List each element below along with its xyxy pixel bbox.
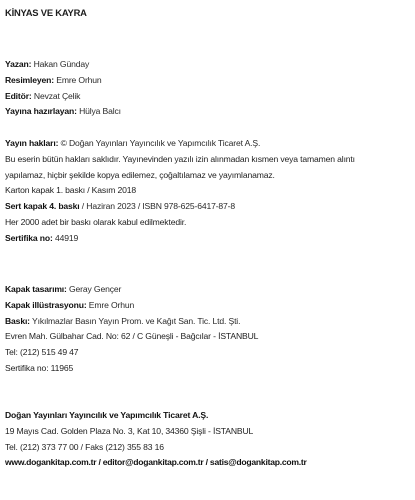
credit-editor: [5, 89, 411, 105]
print-note: Her 2000 adet bir baskı olarak kabul edilmektedir.: [5, 216, 187, 227]
credit-label: Yayına hazırlayan:: [5, 106, 77, 117]
credit-value: Nevzat Çelik: [33, 90, 81, 101]
cover-label: Kapak tasarımı:: [5, 284, 67, 294]
credit-illustrator: [5, 73, 411, 89]
print-value: Yıkılmazlar Basın Yayın Prom. ve Kağıt San. Tic. Ltd. Şti.: [32, 315, 241, 326]
production-block: [5, 282, 411, 377]
rights-block: [5, 136, 411, 247]
cert-label: Sertifika no:: [5, 232, 53, 243]
credit-label: Yazan:: [5, 59, 32, 69]
rights-notice-1: Bu eserin bütün hakları saklıdır. Yayınevinden yazılı izin alınmadan kısmen veya tamamen alıntı: [5, 153, 355, 164]
credit-value: Hülya Balcı: [79, 106, 121, 117]
cover-illustration: [5, 298, 411, 314]
print-label: Baskı:: [5, 315, 30, 326]
credit-value: Emre Orhun: [56, 74, 102, 85]
printer: [5, 314, 411, 330]
publisher-name: Doğan Yayınları Yayıncılık ve Yapımcılık Ticaret A.Ş.: [5, 410, 209, 420]
rights-notice-2: yapılamaz, hiçbir şekilde kopya edilemez, çoğaltılamaz ve yayımlanamaz.: [5, 169, 275, 180]
edition-value: / Haziran 2023 / ISBN 978-625-6417-87-8: [81, 201, 236, 212]
cover-value: Geray Gençer: [69, 284, 122, 294]
first-edition: Karton kapak 1. baskı / Kasım 2018: [5, 185, 137, 196]
rights-label: Yayın hakları:: [5, 138, 59, 148]
illus-label: Kapak illüstrasyonu:: [5, 299, 87, 310]
credits-block: [5, 57, 411, 120]
edition-label: Sert kapak 4. baskı: [5, 201, 80, 212]
current-edition: [5, 199, 411, 215]
credit-author: [5, 57, 411, 73]
rights-holder: [5, 136, 411, 152]
printer-address: Evren Mah. Gülbahar Cad. No: 62 / C Güneşli - Bağcılar - İSTANBUL: [5, 331, 259, 342]
publisher-phone: Tel. (212) 373 77 00 / Faks (212) 355 83 16: [5, 441, 164, 452]
credit-value: Hakan Günday: [33, 59, 90, 69]
illus-value: Emre Orhun: [88, 299, 135, 310]
cert-value: 44919: [54, 232, 79, 243]
book-title: KİNYAS VE KAYRA: [5, 7, 87, 18]
cover-design: [5, 282, 411, 298]
publisher-address: 19 Mayıs Cad. Golden Plaza No. 3, Kat 10, 34360 Şişli - İSTANBUL: [5, 425, 254, 436]
publisher-web-links[interactable]: www.dogankitap.com.tr / editor@dogankitap.com.tr / satis@dogankitap.com.tr: [5, 457, 307, 468]
credit-prepared-by: [5, 104, 411, 120]
printer-certificate: Sertifika no: 11965: [5, 362, 74, 373]
publisher-block: [5, 408, 411, 471]
credit-label: Editör:: [5, 90, 32, 101]
rights-value: © Doğan Yayınları Yayıncılık ve Yapımcılık Ticaret A.Ş.: [60, 138, 261, 148]
publisher-certificate: [5, 231, 411, 247]
printer-tel: Tel: (212) 515 49 47: [5, 347, 79, 358]
credit-label: Resimleyen:: [5, 74, 54, 85]
